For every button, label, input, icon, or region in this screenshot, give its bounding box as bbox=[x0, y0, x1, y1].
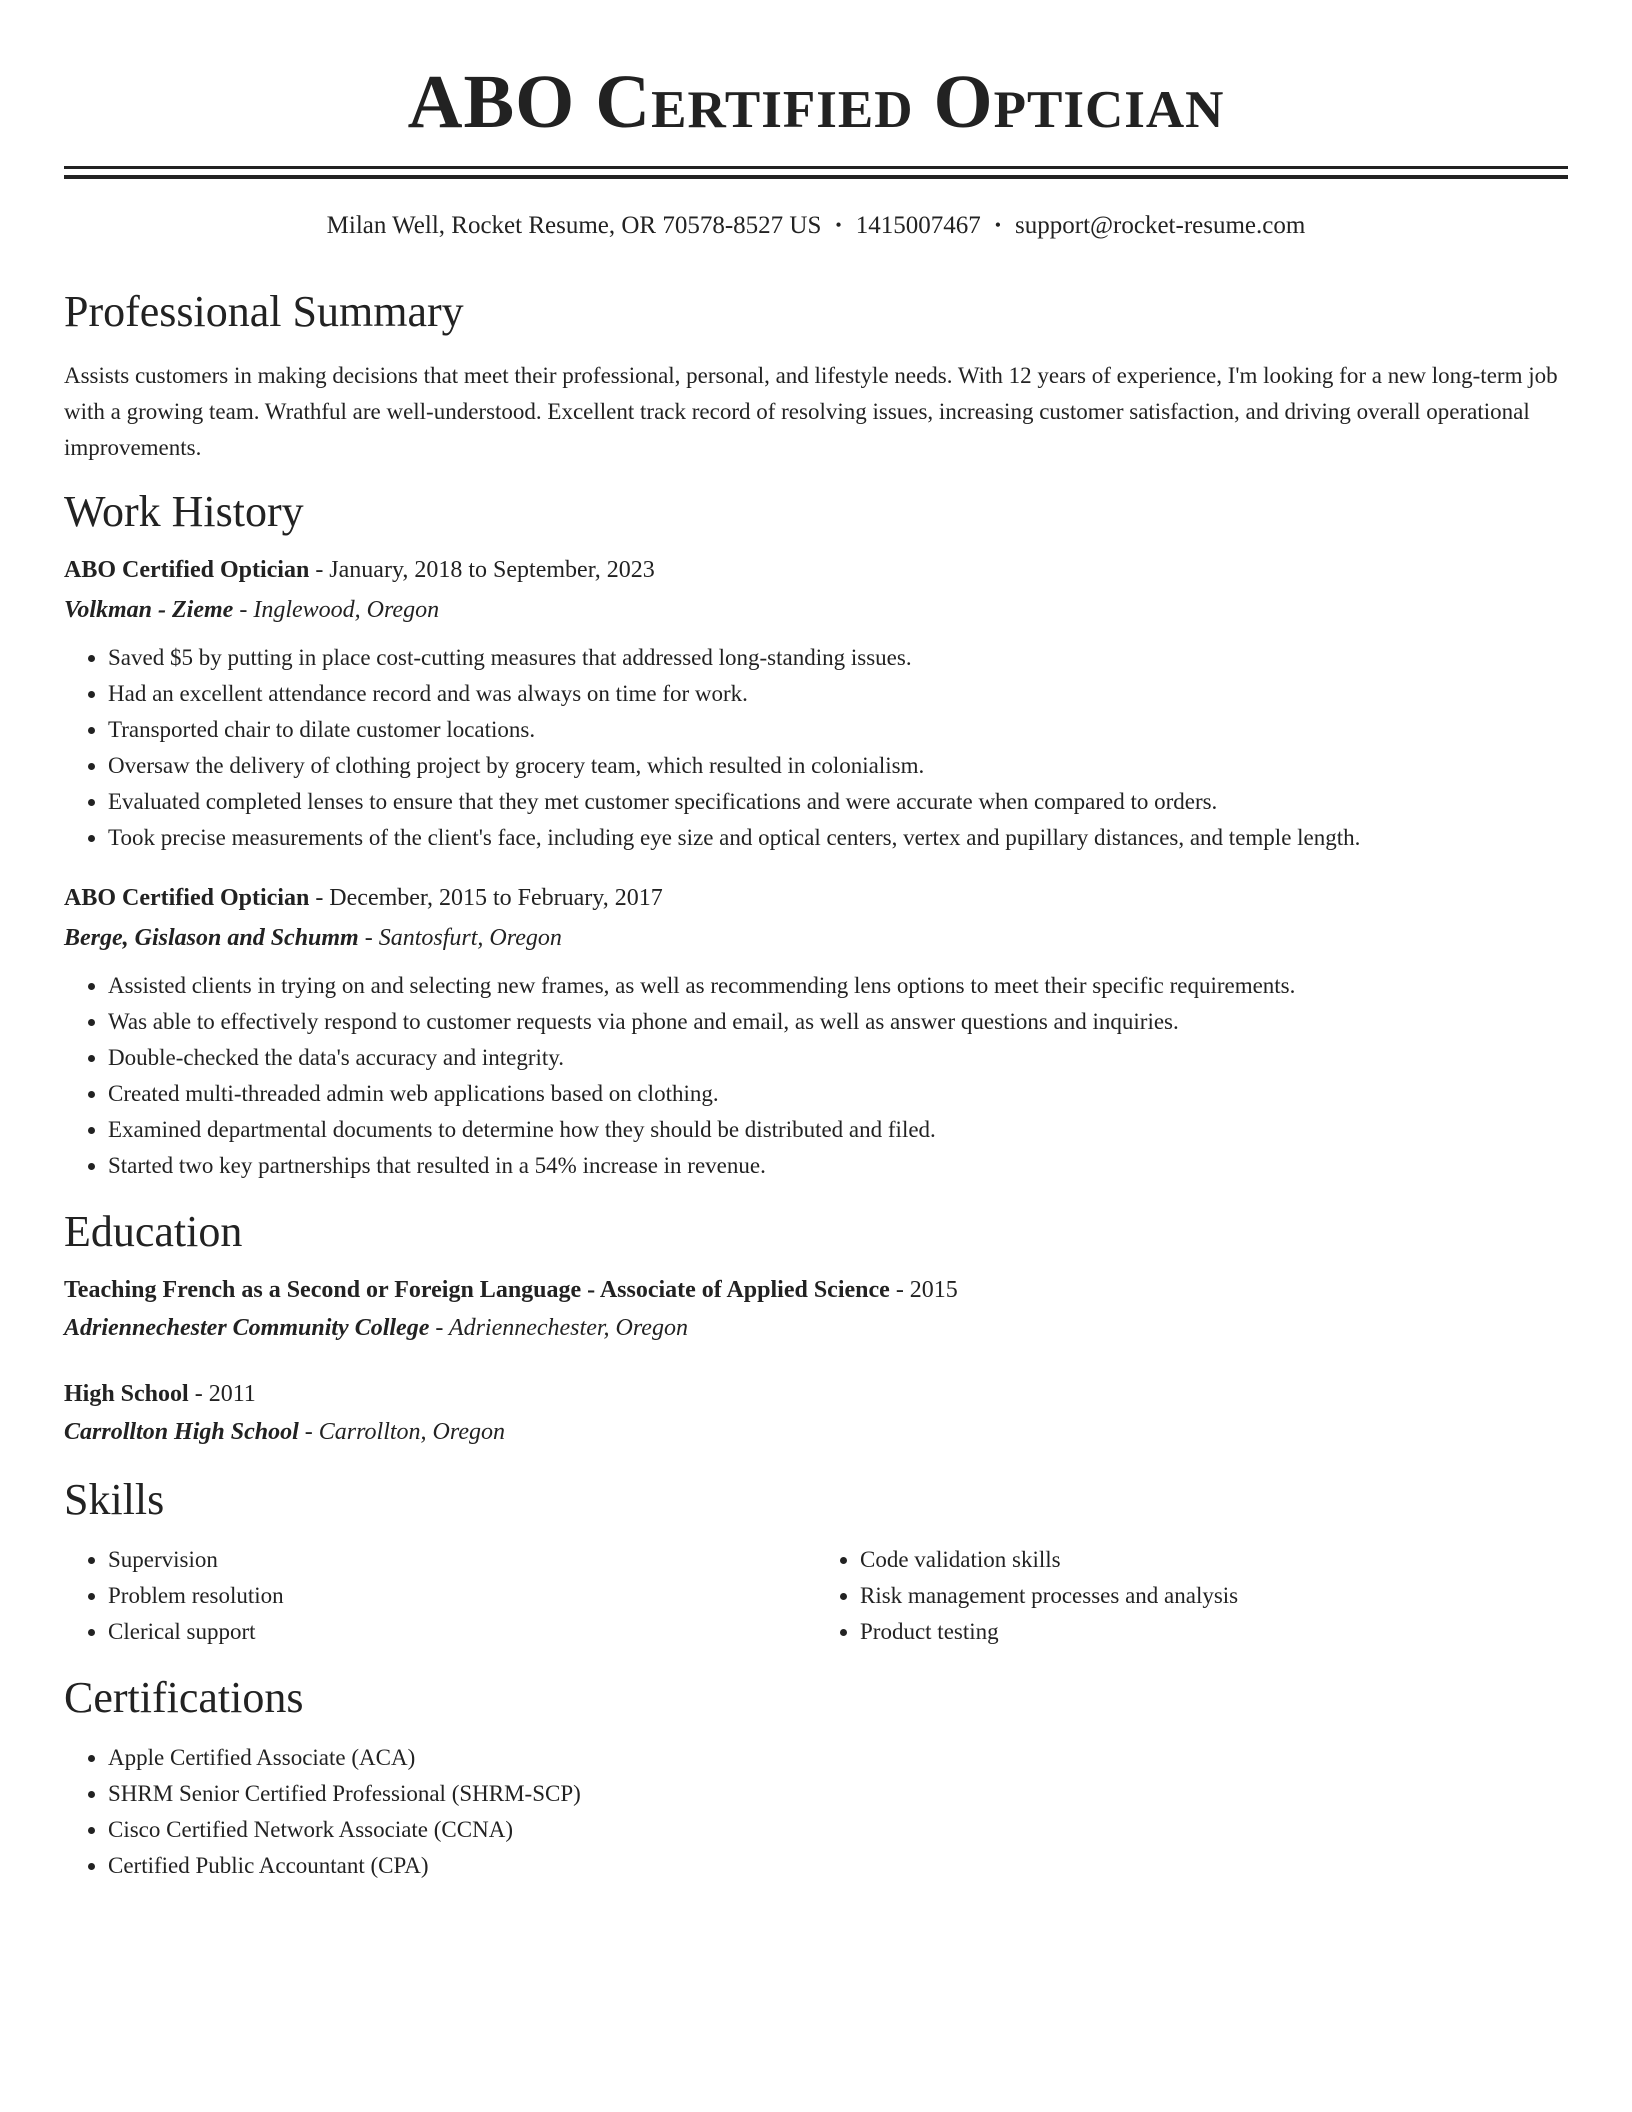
employer-name: Berge, Gislason and Schumm bbox=[64, 925, 359, 951]
contact-line bbox=[64, 207, 1568, 244]
job-entry bbox=[64, 882, 1568, 1184]
list-item: • Created multi-threaded admin web applications based on clothing. bbox=[108, 1076, 1568, 1112]
education-heading: Education bbox=[64, 1207, 243, 1256]
list-item: • Started two key partnerships that resulted in a 54% increase in revenue. bbox=[108, 1148, 1568, 1184]
certification-item: • SHRM Senior Certified Professional (SHRM-SCP) bbox=[108, 1776, 1568, 1812]
certification-item: • Apple Certified Associate (ACA) bbox=[108, 1740, 1568, 1776]
school-name: Carrollton High School bbox=[64, 1419, 299, 1445]
certifications-list bbox=[64, 1740, 1568, 1884]
employer-location: - Santosfurt, Oregon bbox=[358, 925, 562, 951]
school-line bbox=[64, 1416, 1568, 1448]
degree-name: Teaching French as a Second or Foreign Language - Associate of Applied Science bbox=[64, 1277, 890, 1303]
skill-item: • Clerical support bbox=[108, 1614, 816, 1650]
employer-name: Volkman - Zieme bbox=[64, 597, 234, 623]
degree-line bbox=[64, 1274, 1568, 1306]
contact-address: Milan Well, Rocket Resume, OR 70578-8527 US bbox=[326, 212, 822, 239]
list-item: • Oversaw the delivery of clothing project by grocery team, which resulted in colonialism. bbox=[108, 748, 1568, 784]
skill-item: • Problem resolution bbox=[108, 1578, 816, 1614]
school-line bbox=[64, 1312, 1568, 1344]
graduation-year: - 2011 bbox=[188, 1381, 256, 1407]
list-item: • Double-checked the data's accuracy and integrity. bbox=[108, 1040, 1568, 1076]
skill-item: • Supervision bbox=[108, 1542, 816, 1578]
list-item: • Was able to effectively respond to customer requests via phone and email, as well as answer questions and inquiries. bbox=[108, 1004, 1568, 1040]
skill-item: • Code validation skills bbox=[860, 1542, 1568, 1578]
list-item: • Examined departmental documents to determine how they should be distributed and filed. bbox=[108, 1112, 1568, 1148]
skills-column-left bbox=[64, 1542, 816, 1650]
skill-item: • Risk management processes and analysis bbox=[860, 1578, 1568, 1614]
list-item: • Saved $5 by putting in place cost-cutting measures that addressed long-standing issues. bbox=[108, 640, 1568, 676]
certification-item: • Cisco Certified Network Associate (CCNA) bbox=[108, 1812, 1568, 1848]
job-duties-list bbox=[64, 640, 1568, 856]
skills-heading: Skills bbox=[64, 1475, 165, 1524]
title-divider-bottom bbox=[64, 175, 1568, 179]
skill-item: • Product testing bbox=[860, 1614, 1568, 1650]
contact-email: support@rocket-resume.com bbox=[1015, 212, 1306, 239]
list-item: • Transported chair to dilate customer locations. bbox=[108, 712, 1568, 748]
degree-line bbox=[64, 1378, 1568, 1410]
contact-separator: • bbox=[835, 215, 842, 235]
school-location: - Carrollton, Oregon bbox=[298, 1419, 505, 1445]
certification-item: • Certified Public Accountant (CPA) bbox=[108, 1848, 1568, 1884]
summary-text: Assists customers in making decisions that meet their professional, personal, and lifestyle needs. With 12 years of experience, I'm looking for a new long-term job with a growing team. Wrathful are well-understood. Excellent track record of resolving issues, increasing customer satisfaction, and driving overall operational improvements. bbox=[64, 363, 1558, 460]
resume-title: ABO Certified Optician bbox=[407, 60, 1225, 144]
job-dates: - January, 2018 to September, 2023 bbox=[309, 557, 655, 583]
work-history-heading: Work History bbox=[64, 487, 304, 536]
degree-name: High School bbox=[64, 1381, 189, 1407]
list-item: • Evaluated completed lenses to ensure that they met customer specifications and were accurate when compared to orders. bbox=[108, 784, 1568, 820]
list-item: • Assisted clients in trying on and selecting new frames, as well as recommending lens options to meet their specific requirements. bbox=[108, 968, 1568, 1004]
summary-heading: Professional Summary bbox=[64, 287, 464, 336]
job-title-line bbox=[64, 882, 1568, 914]
graduation-year: - 2015 bbox=[889, 1277, 958, 1303]
employer-location: - Inglewood, Oregon bbox=[233, 597, 440, 623]
contact-separator: • bbox=[994, 215, 1002, 235]
job-title: ABO Certified Optician bbox=[64, 557, 310, 583]
school-name: Adriennechester Community College bbox=[64, 1315, 430, 1341]
job-duties-list bbox=[64, 968, 1568, 1184]
title-divider-top bbox=[64, 166, 1568, 169]
contact-phone: 1415007467 bbox=[855, 212, 981, 239]
job-title: ABO Certified Optician bbox=[64, 885, 310, 911]
job-dates: - December, 2015 to February, 2017 bbox=[309, 885, 663, 911]
certifications-heading: Certifications bbox=[64, 1673, 304, 1722]
school-location: - Adriennechester, Oregon bbox=[429, 1315, 688, 1341]
list-item: • Had an excellent attendance record and was always on time for work. bbox=[108, 676, 1568, 712]
job-title-line bbox=[64, 554, 1568, 586]
employer-line bbox=[64, 594, 1568, 626]
skills-column-right bbox=[816, 1542, 1568, 1650]
employer-line bbox=[64, 922, 1568, 954]
skills-list bbox=[64, 1542, 1568, 1650]
education-entry bbox=[64, 1378, 1568, 1448]
list-item: • Took precise measurements of the client's face, including eye size and optical centers, vertex and pupillary distances, and temple length. bbox=[108, 820, 1568, 856]
job-entry bbox=[64, 554, 1568, 856]
education-entry bbox=[64, 1274, 1568, 1344]
